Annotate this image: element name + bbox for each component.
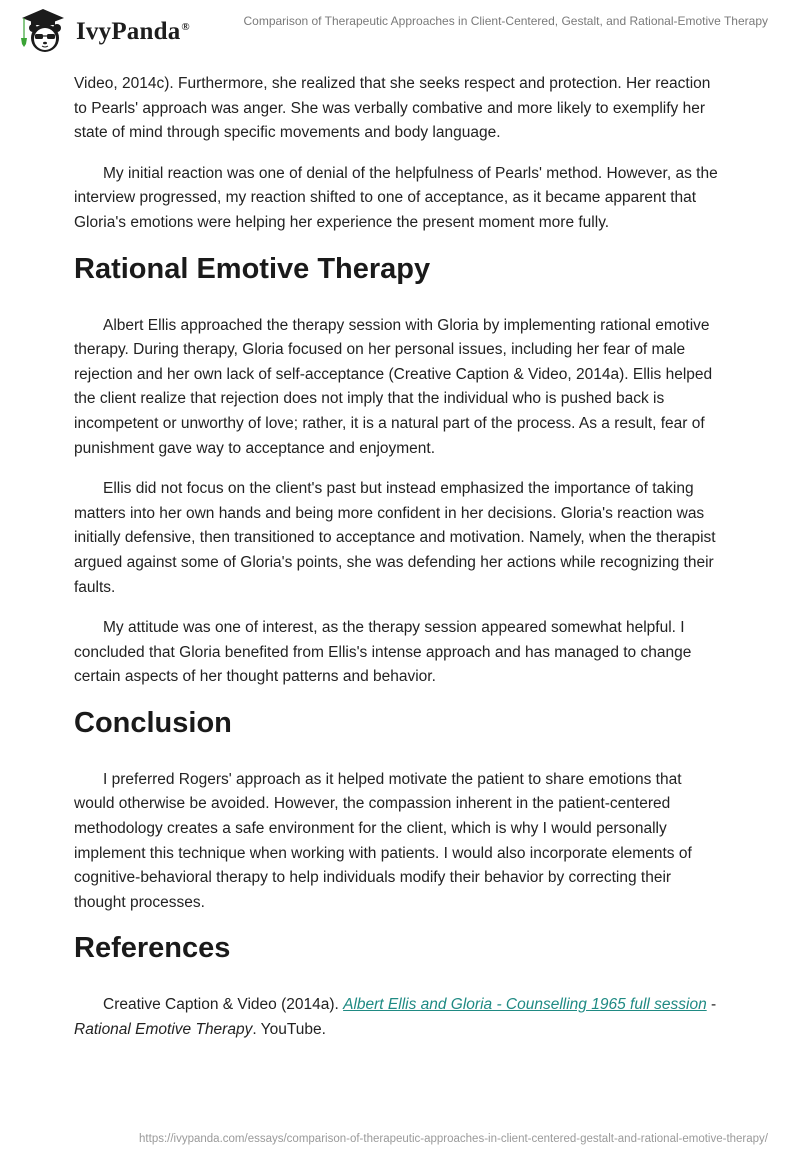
- paragraph: Albert Ellis approached the therapy session with Gloria by implementing rational emotive therapy. During therapy, Gloria focused on her personal issues, including her fear of male rejection and her own lack of self-acceptance (Creative Caption & Video, 2014a). Ellis helped the client realize that rejection does not imply that the individual who is pushed back is incompetent or unworthy of love; rather, it is a natural part of the process. As a result, fear of punishment gave way to acceptance and enjoyment.: [74, 316, 713, 457]
- document-title: Comparison of Therapeutic Approaches in Client-Centered, Gestalt, and Rational-Emotive Therapy: [243, 14, 768, 28]
- article-body: [74, 72, 724, 1059]
- section-heading-conclusion: Conclusion: [74, 706, 232, 739]
- section-heading-references: References: [74, 932, 231, 965]
- paragraph: Video, 2014c). Furthermore, she realized that she seeks respect and protection. Her reaction to Pearls' approach was anger. She was verbally combative and more likely to exemplify her state of mind through specific movements and body language.: [74, 75, 711, 142]
- paragraph: I preferred Rogers' approach as it helped motivate the patient to share emotions that would otherwise be avoided. However, the compassion inherent in the patient-centered methodology creates a safe environment for the client, which is why I would personally implement this technique when working with patients. I would also incorporate elements of cognitive-behavioral therapy to help individuals modify their behavior by correcting their thought processes.: [74, 770, 692, 911]
- paragraph: My initial reaction was one of denial of the helpfulness of Pearls' method. However, as the interview progressed, my reaction shifted to one of acceptance, as it became apparent that Gloria's emotions were helping her experience the present moment more fully.: [74, 164, 718, 231]
- logo-text: IvyPanda®: [76, 18, 190, 45]
- section-heading-rational-emotive-therapy: Rational Emotive Therapy: [74, 252, 431, 285]
- source-url[interactable]: https://ivypanda.com/essays/comparison-of-therapeutic-approaches-in-client-centered-gestalt-and-rational-emotive-therapy/: [139, 1133, 768, 1145]
- paragraph: Ellis did not focus on the client's past but instead emphasized the importance of taking matters into her own hands and being more confident in her decisions. Gloria's reaction was initially defensive, then transitioned to acceptance and motivation. Namely, when the therapist argued against some of Gloria's points, she was defending her actions while recognizing their faults.: [74, 480, 716, 596]
- ivypanda-logo[interactable]: [18, 6, 190, 54]
- reference-subtitle: Rational Emotive Therapy: [74, 1021, 253, 1039]
- page-header: [0, 0, 800, 58]
- panda-graduate-icon: [18, 6, 68, 54]
- paragraph: My attitude was one of interest, as the therapy session appeared somewhat helpful. I concluded that Gloria benefited from Ellis's intense approach and has managed to change certain aspects of her thought patterns and behavior.: [74, 619, 692, 686]
- reference-link[interactable]: Albert Ellis and Gloria - Counselling 1965 full session: [343, 996, 707, 1014]
- reference-entry: Creative Caption & Video (2014a). Albert Ellis and Gloria - Counselling 1965 full session - Rational Emotive Therapy. YouTube.: [74, 996, 717, 1039]
